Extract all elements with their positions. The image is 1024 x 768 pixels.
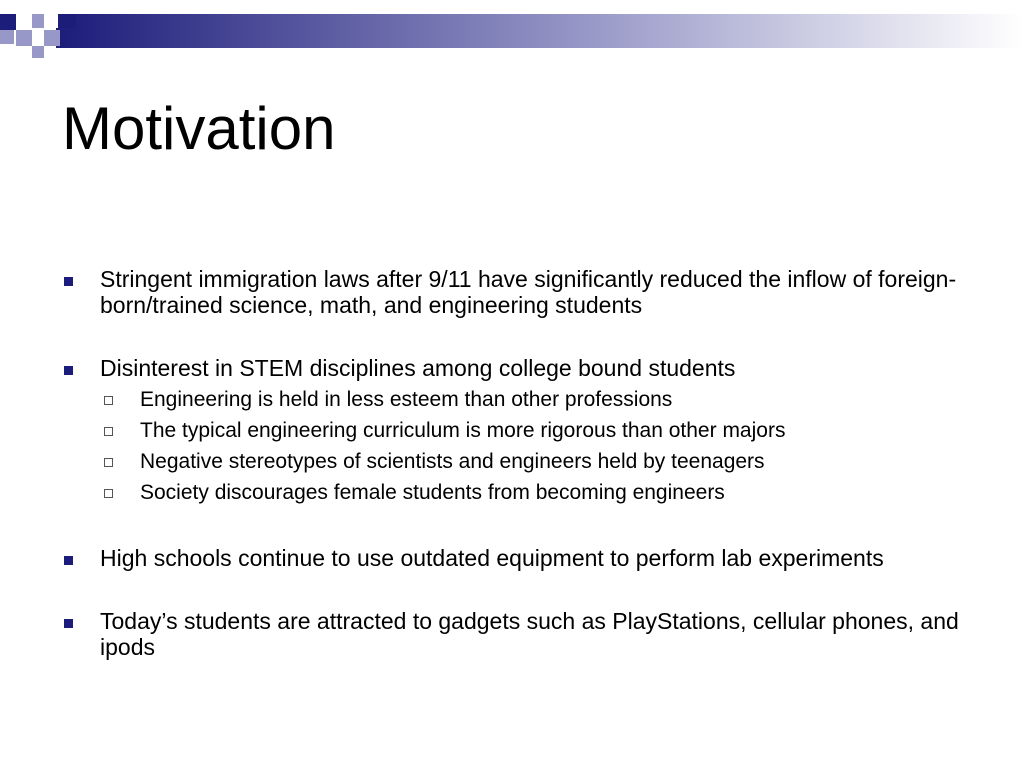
square-bullet-icon xyxy=(64,556,73,565)
bullet-text: Disinterest in STEM disciplines among college bound students xyxy=(100,355,736,381)
decorative-square xyxy=(32,14,44,28)
decorative-square xyxy=(60,14,76,28)
bullet-item xyxy=(62,608,982,660)
sub-bullet-list xyxy=(100,384,982,508)
sub-bullet-text: Engineering is held in less esteem than other professions xyxy=(140,388,673,411)
hollow-square-bullet-icon xyxy=(104,458,113,467)
sub-bullet-text: The typical engineering curriculum is more rigorous than other majors xyxy=(140,419,786,442)
bullet-text: Stringent immigration laws after 9/11 have significantly reduced the inflow of foreign-born/trained science, math, and engineering students xyxy=(100,266,957,318)
decorative-square xyxy=(0,30,14,44)
sub-bullet-item xyxy=(100,446,982,477)
bullet-text: Today’s students are attracted to gadgets such as PlayStations, cellular phones, and ipods xyxy=(100,608,959,660)
hollow-square-bullet-icon xyxy=(104,489,113,498)
square-bullet-icon xyxy=(64,277,73,286)
sub-bullet-item xyxy=(100,384,982,415)
decorative-square xyxy=(44,14,58,28)
decorative-square xyxy=(16,30,32,46)
decorative-square xyxy=(44,30,60,46)
sub-bullet-text: Society discourages female students from becoming engineers xyxy=(140,481,725,504)
bullet-text: High schools continue to use outdated equipment to perform lab experiments xyxy=(100,545,884,571)
decorative-square xyxy=(0,14,16,30)
square-bullet-icon xyxy=(64,366,73,375)
slide-title: Motivation xyxy=(62,95,336,162)
hollow-square-bullet-icon xyxy=(104,427,113,436)
hollow-square-bullet-icon xyxy=(104,396,113,405)
gradient-bar xyxy=(56,14,1024,48)
bullet-item xyxy=(62,355,982,508)
sub-bullet-item xyxy=(100,477,982,508)
sub-bullet-item xyxy=(100,415,982,446)
bullet-item xyxy=(62,266,982,318)
sub-bullet-text: Negative stereotypes of scientists and engineers held by teenagers xyxy=(140,450,765,473)
bullet-item xyxy=(62,545,982,571)
bullet-list xyxy=(62,266,982,697)
decorative-square xyxy=(32,46,44,58)
title-bar-decoration xyxy=(0,14,1024,48)
square-bullet-icon xyxy=(64,619,73,628)
